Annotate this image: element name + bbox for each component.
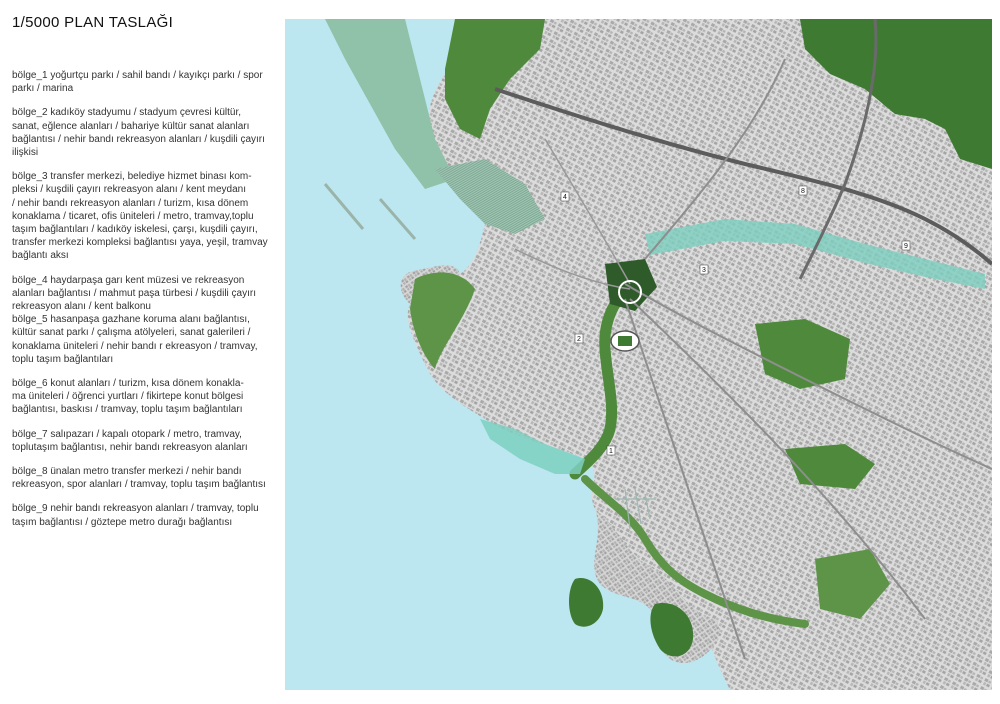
zone-number-2: 2 xyxy=(577,336,581,343)
zone-number-8: 8 xyxy=(801,188,805,195)
legend-item-zone-7: bölge_7 salıpazarı / kapalı otopark / metro, tramvay, toplutaşım bağlantısı, nehir bandı rekreasyon alanları xyxy=(12,428,248,453)
zone-legend xyxy=(12,69,288,540)
plan-map[interactable] xyxy=(285,19,992,690)
stadium-pitch xyxy=(618,336,632,346)
legend-item-zone-4-5: bölge_4 haydarpaşa garı kent müzesi ve rekreasyon alanları bağlantısı / mahmut paşa türbesi / kuşdili çayırı rekreasyon alanı / kent balkonu bölge_5 hasanpaşa gazhane koruma alanı bağlantısı, kültür sanat parkı / çalışma atölyeleri, sanat galerileri / konaklama üniteleri / nehir bandı r ekreasyon / tramvay, toplu taşım bağlantıları xyxy=(12,274,258,365)
zone-number-1: 1 xyxy=(609,448,613,455)
legend-item-zone-9: bölge_9 nehir bandı rekreasyon alanları / tramvay, toplu taşım bağlantısı / göztepe metro durağı bağlantısı xyxy=(12,503,259,528)
legend-item-zone-1: bölge_1 yoğurtçu parkı / sahil bandı / kayıkçı parkı / spor parkı / marina xyxy=(12,70,263,95)
plan-map-canvas xyxy=(285,19,992,690)
zone-number-4: 4 xyxy=(563,194,567,201)
legend-item-zone-8: bölge_8 ünalan metro transfer merkezi / nehir bandı rekreasyon, spor alanları / tramvay, toplu taşım bağlantısı xyxy=(12,466,266,491)
page-title: 1/5000 PLAN TASLAĞI xyxy=(12,14,174,31)
legend-item-zone-3: bölge_3 transfer merkezi, belediye hizmet binası kom- pleksi / kuşdili çayırı rekreasyon alanı / kent meydanı / nehir bandı rekreasyon alanları / turizm, kısa dönem konaklama / ticaret, ofis üniteleri / metro, tramvay,toplu taşım bağlantıları / kadıköy iskelesi, çarşı, kuşdili çayırı, transfer merkezi kompleksi bağlantısı yaya, yeşil, tramvay bağlantı aksı xyxy=(12,171,268,262)
legend-item-zone-2: bölge_2 kadıköy stadyumu / stadyum çevresi kültür, sanat, eğlence alanları / bahariye kültür sanat alanları bağlantısı / nehir bandı rekreasyon alanları / kuşdili çayırı ilişkisi xyxy=(12,107,265,159)
zone-number-3: 3 xyxy=(702,267,706,274)
legend-item-zone-6: bölge_6 konut alanları / turizm, kısa dönem konakla- ma üniteleri / öğrenci yurtları / fikirtepe konut bölgesi bağlantısı, baskısı / tramvay, toplu taşım bağlantıları xyxy=(12,378,244,416)
zone-number-9: 9 xyxy=(904,243,908,250)
